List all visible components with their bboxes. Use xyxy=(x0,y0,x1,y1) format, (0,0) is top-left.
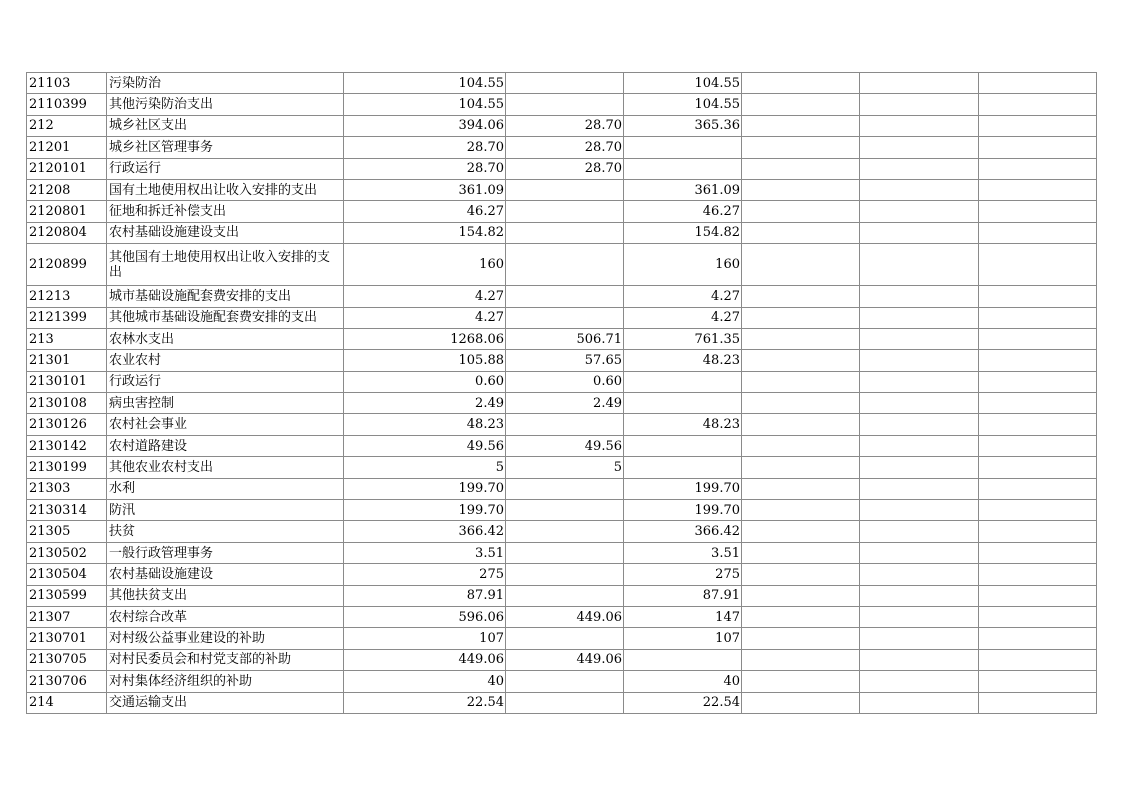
empty-cell xyxy=(860,307,979,328)
project-expenditure-cell: 199.70 xyxy=(624,478,742,499)
empty-cell xyxy=(742,179,860,200)
basic-expenditure-cell xyxy=(506,73,624,94)
table-row xyxy=(27,158,1097,179)
empty-cell xyxy=(742,244,860,286)
empty-cell xyxy=(979,115,1097,136)
basic-expenditure-cell: 28.70 xyxy=(506,137,624,158)
empty-cell xyxy=(979,350,1097,371)
subject-code-cell: 21307 xyxy=(27,606,107,627)
subject-code-cell: 2130701 xyxy=(27,628,107,649)
subject-name-cell: 对村民委员会和村党支部的补助 xyxy=(107,649,344,670)
subject-name-cell: 其他农业农村支出 xyxy=(107,457,344,478)
basic-expenditure-cell xyxy=(506,307,624,328)
empty-cell xyxy=(742,457,860,478)
basic-expenditure-cell: 57.65 xyxy=(506,350,624,371)
subject-code-cell: 2130502 xyxy=(27,542,107,563)
empty-cell xyxy=(742,201,860,222)
empty-cell xyxy=(860,671,979,692)
subject-code-cell: 214 xyxy=(27,692,107,713)
project-expenditure-cell: 361.09 xyxy=(624,179,742,200)
table-row xyxy=(27,521,1097,542)
subject-name-cell: 其他扶贫支出 xyxy=(107,585,344,606)
table-row xyxy=(27,478,1097,499)
empty-cell xyxy=(742,564,860,585)
subject-name-cell: 农村基础设施建设支出 xyxy=(107,222,344,243)
subject-code-cell: 2130504 xyxy=(27,564,107,585)
total-amount-cell: 596.06 xyxy=(344,606,506,627)
subject-name-cell: 其他城市基础设施配套费安排的支出 xyxy=(107,307,344,328)
empty-cell xyxy=(742,414,860,435)
total-amount-cell: 275 xyxy=(344,564,506,585)
basic-expenditure-cell xyxy=(506,692,624,713)
basic-expenditure-cell xyxy=(506,244,624,286)
project-expenditure-cell: 4.27 xyxy=(624,307,742,328)
empty-cell xyxy=(979,628,1097,649)
subject-name-cell: 一般行政管理事务 xyxy=(107,542,344,563)
empty-cell xyxy=(979,244,1097,286)
empty-cell xyxy=(860,115,979,136)
total-amount-cell: 87.91 xyxy=(344,585,506,606)
basic-expenditure-cell xyxy=(506,478,624,499)
basic-expenditure-cell: 49.56 xyxy=(506,435,624,456)
basic-expenditure-cell xyxy=(506,542,624,563)
project-expenditure-cell: 22.54 xyxy=(624,692,742,713)
subject-code-cell: 2110399 xyxy=(27,94,107,115)
basic-expenditure-cell xyxy=(506,179,624,200)
empty-cell xyxy=(860,244,979,286)
empty-cell xyxy=(860,158,979,179)
empty-cell xyxy=(860,692,979,713)
table-row xyxy=(27,606,1097,627)
table-row xyxy=(27,435,1097,456)
empty-cell xyxy=(860,328,979,349)
project-expenditure-cell: 761.35 xyxy=(624,328,742,349)
project-expenditure-cell: 147 xyxy=(624,606,742,627)
basic-expenditure-cell: 5 xyxy=(506,457,624,478)
table-row xyxy=(27,692,1097,713)
empty-cell xyxy=(742,137,860,158)
empty-cell xyxy=(742,521,860,542)
project-expenditure-cell xyxy=(624,137,742,158)
subject-code-cell: 212 xyxy=(27,115,107,136)
empty-cell xyxy=(742,350,860,371)
empty-cell xyxy=(860,521,979,542)
empty-cell xyxy=(860,201,979,222)
empty-cell xyxy=(979,179,1097,200)
empty-cell xyxy=(979,371,1097,392)
empty-cell xyxy=(742,478,860,499)
project-expenditure-cell: 275 xyxy=(624,564,742,585)
empty-cell xyxy=(742,649,860,670)
total-amount-cell: 361.09 xyxy=(344,179,506,200)
empty-cell xyxy=(979,542,1097,563)
project-expenditure-cell xyxy=(624,457,742,478)
subject-code-cell: 2121399 xyxy=(27,307,107,328)
project-expenditure-cell: 3.51 xyxy=(624,542,742,563)
empty-cell xyxy=(860,628,979,649)
table-row xyxy=(27,585,1097,606)
total-amount-cell: 199.70 xyxy=(344,478,506,499)
project-expenditure-cell: 199.70 xyxy=(624,500,742,521)
subject-name-cell: 农村社会事业 xyxy=(107,414,344,435)
subject-code-cell: 2120804 xyxy=(27,222,107,243)
table-row xyxy=(27,137,1097,158)
empty-cell xyxy=(860,478,979,499)
project-expenditure-cell: 160 xyxy=(624,244,742,286)
subject-name-cell: 扶贫 xyxy=(107,521,344,542)
subject-name-cell: 城乡社区管理事务 xyxy=(107,137,344,158)
empty-cell xyxy=(860,564,979,585)
project-expenditure-cell xyxy=(624,158,742,179)
empty-cell xyxy=(860,179,979,200)
empty-cell xyxy=(742,606,860,627)
empty-cell xyxy=(860,649,979,670)
table-row xyxy=(27,94,1097,115)
project-expenditure-cell: 104.55 xyxy=(624,73,742,94)
total-amount-cell: 28.70 xyxy=(344,137,506,158)
total-amount-cell: 0.60 xyxy=(344,371,506,392)
subject-name-cell: 防汛 xyxy=(107,500,344,521)
empty-cell xyxy=(860,222,979,243)
subject-name-cell: 城市基础设施配套费安排的支出 xyxy=(107,286,344,307)
total-amount-cell: 394.06 xyxy=(344,115,506,136)
empty-cell xyxy=(860,457,979,478)
empty-cell xyxy=(860,435,979,456)
empty-cell xyxy=(979,393,1097,414)
table-row xyxy=(27,307,1097,328)
subject-name-cell: 行政运行 xyxy=(107,158,344,179)
table-row xyxy=(27,457,1097,478)
empty-cell xyxy=(979,521,1097,542)
empty-cell xyxy=(979,328,1097,349)
subject-code-cell: 2120801 xyxy=(27,201,107,222)
empty-cell xyxy=(979,564,1097,585)
total-amount-cell: 104.55 xyxy=(344,94,506,115)
basic-expenditure-cell: 2.49 xyxy=(506,393,624,414)
empty-cell xyxy=(860,585,979,606)
total-amount-cell: 199.70 xyxy=(344,500,506,521)
total-amount-cell: 4.27 xyxy=(344,286,506,307)
subject-code-cell: 2120899 xyxy=(27,244,107,286)
table-row xyxy=(27,115,1097,136)
table-row xyxy=(27,500,1097,521)
table-row xyxy=(27,286,1097,307)
subject-code-cell: 213 xyxy=(27,328,107,349)
empty-cell xyxy=(979,435,1097,456)
total-amount-cell: 40 xyxy=(344,671,506,692)
project-expenditure-cell: 40 xyxy=(624,671,742,692)
subject-code-cell: 2130101 xyxy=(27,371,107,392)
total-amount-cell: 49.56 xyxy=(344,435,506,456)
basic-expenditure-cell xyxy=(506,222,624,243)
project-expenditure-cell: 87.91 xyxy=(624,585,742,606)
empty-cell xyxy=(860,73,979,94)
subject-code-cell: 21301 xyxy=(27,350,107,371)
empty-cell xyxy=(742,500,860,521)
empty-cell xyxy=(860,137,979,158)
subject-code-cell: 2130199 xyxy=(27,457,107,478)
empty-cell xyxy=(979,671,1097,692)
project-expenditure-cell: 107 xyxy=(624,628,742,649)
subject-name-cell: 水利 xyxy=(107,478,344,499)
project-expenditure-cell xyxy=(624,435,742,456)
empty-cell xyxy=(979,478,1097,499)
empty-cell xyxy=(860,350,979,371)
project-expenditure-cell xyxy=(624,393,742,414)
subject-name-cell: 污染防治 xyxy=(107,73,344,94)
basic-expenditure-cell xyxy=(506,500,624,521)
empty-cell xyxy=(860,393,979,414)
table-row xyxy=(27,564,1097,585)
subject-code-cell: 2130126 xyxy=(27,414,107,435)
project-expenditure-cell: 366.42 xyxy=(624,521,742,542)
total-amount-cell: 154.82 xyxy=(344,222,506,243)
empty-cell xyxy=(742,393,860,414)
table-row xyxy=(27,628,1097,649)
table-row xyxy=(27,222,1097,243)
project-expenditure-cell: 365.36 xyxy=(624,115,742,136)
subject-code-cell: 2130705 xyxy=(27,649,107,670)
total-amount-cell: 28.70 xyxy=(344,158,506,179)
empty-cell xyxy=(860,371,979,392)
table-row xyxy=(27,244,1097,286)
basic-expenditure-cell xyxy=(506,564,624,585)
basic-expenditure-cell xyxy=(506,521,624,542)
table-body xyxy=(27,73,1097,714)
empty-cell xyxy=(742,628,860,649)
subject-code-cell: 21305 xyxy=(27,521,107,542)
empty-cell xyxy=(979,414,1097,435)
basic-expenditure-cell xyxy=(506,94,624,115)
subject-name-cell: 对村级公益事业建设的补助 xyxy=(107,628,344,649)
project-expenditure-cell: 46.27 xyxy=(624,201,742,222)
subject-code-cell: 2130706 xyxy=(27,671,107,692)
subject-code-cell: 21303 xyxy=(27,478,107,499)
empty-cell xyxy=(742,286,860,307)
basic-expenditure-cell: 28.70 xyxy=(506,158,624,179)
total-amount-cell: 104.55 xyxy=(344,73,506,94)
total-amount-cell: 46.27 xyxy=(344,201,506,222)
basic-expenditure-cell: 0.60 xyxy=(506,371,624,392)
basic-expenditure-cell xyxy=(506,414,624,435)
empty-cell xyxy=(979,158,1097,179)
basic-expenditure-cell xyxy=(506,286,624,307)
subject-code-cell: 2130108 xyxy=(27,393,107,414)
empty-cell xyxy=(742,371,860,392)
subject-name-cell: 农村道路建设 xyxy=(107,435,344,456)
subject-code-cell: 21213 xyxy=(27,286,107,307)
empty-cell xyxy=(742,542,860,563)
subject-name-cell: 农村基础设施建设 xyxy=(107,564,344,585)
empty-cell xyxy=(860,94,979,115)
table-row xyxy=(27,542,1097,563)
empty-cell xyxy=(979,286,1097,307)
table-row xyxy=(27,328,1097,349)
total-amount-cell: 5 xyxy=(344,457,506,478)
subject-name-cell: 其他污染防治支出 xyxy=(107,94,344,115)
empty-cell xyxy=(979,307,1097,328)
empty-cell xyxy=(979,692,1097,713)
project-expenditure-cell: 48.23 xyxy=(624,350,742,371)
basic-expenditure-cell xyxy=(506,628,624,649)
subject-name-cell: 行政运行 xyxy=(107,371,344,392)
basic-expenditure-cell xyxy=(506,671,624,692)
empty-cell xyxy=(860,286,979,307)
empty-cell xyxy=(979,585,1097,606)
total-amount-cell: 22.54 xyxy=(344,692,506,713)
empty-cell xyxy=(742,158,860,179)
total-amount-cell: 449.06 xyxy=(344,649,506,670)
budget-table xyxy=(26,72,1097,714)
total-amount-cell: 107 xyxy=(344,628,506,649)
empty-cell xyxy=(979,649,1097,670)
empty-cell xyxy=(742,328,860,349)
subject-name-cell: 农业农村 xyxy=(107,350,344,371)
empty-cell xyxy=(742,222,860,243)
empty-cell xyxy=(979,606,1097,627)
basic-expenditure-cell: 449.06 xyxy=(506,649,624,670)
subject-name-cell: 其他国有土地使用权出让收入安排的支出 xyxy=(107,244,344,286)
empty-cell xyxy=(742,94,860,115)
table-row xyxy=(27,350,1097,371)
subject-code-cell: 2130314 xyxy=(27,500,107,521)
subject-code-cell: 21208 xyxy=(27,179,107,200)
empty-cell xyxy=(742,73,860,94)
subject-name-cell: 交通运输支出 xyxy=(107,692,344,713)
table-row xyxy=(27,201,1097,222)
table-row xyxy=(27,671,1097,692)
subject-name-cell: 征地和拆迁补偿支出 xyxy=(107,201,344,222)
empty-cell xyxy=(979,500,1097,521)
subject-code-cell: 2120101 xyxy=(27,158,107,179)
total-amount-cell: 2.49 xyxy=(344,393,506,414)
basic-expenditure-cell: 449.06 xyxy=(506,606,624,627)
subject-name-cell: 农村综合改革 xyxy=(107,606,344,627)
total-amount-cell: 4.27 xyxy=(344,307,506,328)
empty-cell xyxy=(860,414,979,435)
empty-cell xyxy=(979,94,1097,115)
subject-name-cell: 病虫害控制 xyxy=(107,393,344,414)
empty-cell xyxy=(742,671,860,692)
subject-code-cell: 21201 xyxy=(27,137,107,158)
project-expenditure-cell xyxy=(624,371,742,392)
empty-cell xyxy=(742,307,860,328)
project-expenditure-cell xyxy=(624,649,742,670)
subject-code-cell: 21103 xyxy=(27,73,107,94)
subject-name-cell: 对村集体经济组织的补助 xyxy=(107,671,344,692)
total-amount-cell: 366.42 xyxy=(344,521,506,542)
total-amount-cell: 3.51 xyxy=(344,542,506,563)
subject-code-cell: 2130142 xyxy=(27,435,107,456)
empty-cell xyxy=(742,435,860,456)
basic-expenditure-cell: 506.71 xyxy=(506,328,624,349)
table-row xyxy=(27,393,1097,414)
project-expenditure-cell: 48.23 xyxy=(624,414,742,435)
empty-cell xyxy=(742,692,860,713)
total-amount-cell: 48.23 xyxy=(344,414,506,435)
subject-name-cell: 国有土地使用权出让收入安排的支出 xyxy=(107,179,344,200)
basic-expenditure-cell xyxy=(506,201,624,222)
empty-cell xyxy=(979,201,1097,222)
basic-expenditure-cell: 28.70 xyxy=(506,115,624,136)
table-row xyxy=(27,371,1097,392)
project-expenditure-cell: 4.27 xyxy=(624,286,742,307)
table-row xyxy=(27,179,1097,200)
table-row xyxy=(27,73,1097,94)
table-row xyxy=(27,414,1097,435)
table-row xyxy=(27,649,1097,670)
total-amount-cell: 1268.06 xyxy=(344,328,506,349)
total-amount-cell: 105.88 xyxy=(344,350,506,371)
empty-cell xyxy=(742,585,860,606)
subject-code-cell: 2130599 xyxy=(27,585,107,606)
project-expenditure-cell: 154.82 xyxy=(624,222,742,243)
project-expenditure-cell: 104.55 xyxy=(624,94,742,115)
empty-cell xyxy=(860,500,979,521)
subject-name-cell: 农林水支出 xyxy=(107,328,344,349)
basic-expenditure-cell xyxy=(506,585,624,606)
empty-cell xyxy=(860,542,979,563)
empty-cell xyxy=(979,457,1097,478)
empty-cell xyxy=(979,222,1097,243)
empty-cell xyxy=(742,115,860,136)
empty-cell xyxy=(860,606,979,627)
total-amount-cell: 160 xyxy=(344,244,506,286)
subject-name-cell: 城乡社区支出 xyxy=(107,115,344,136)
empty-cell xyxy=(979,137,1097,158)
empty-cell xyxy=(979,73,1097,94)
